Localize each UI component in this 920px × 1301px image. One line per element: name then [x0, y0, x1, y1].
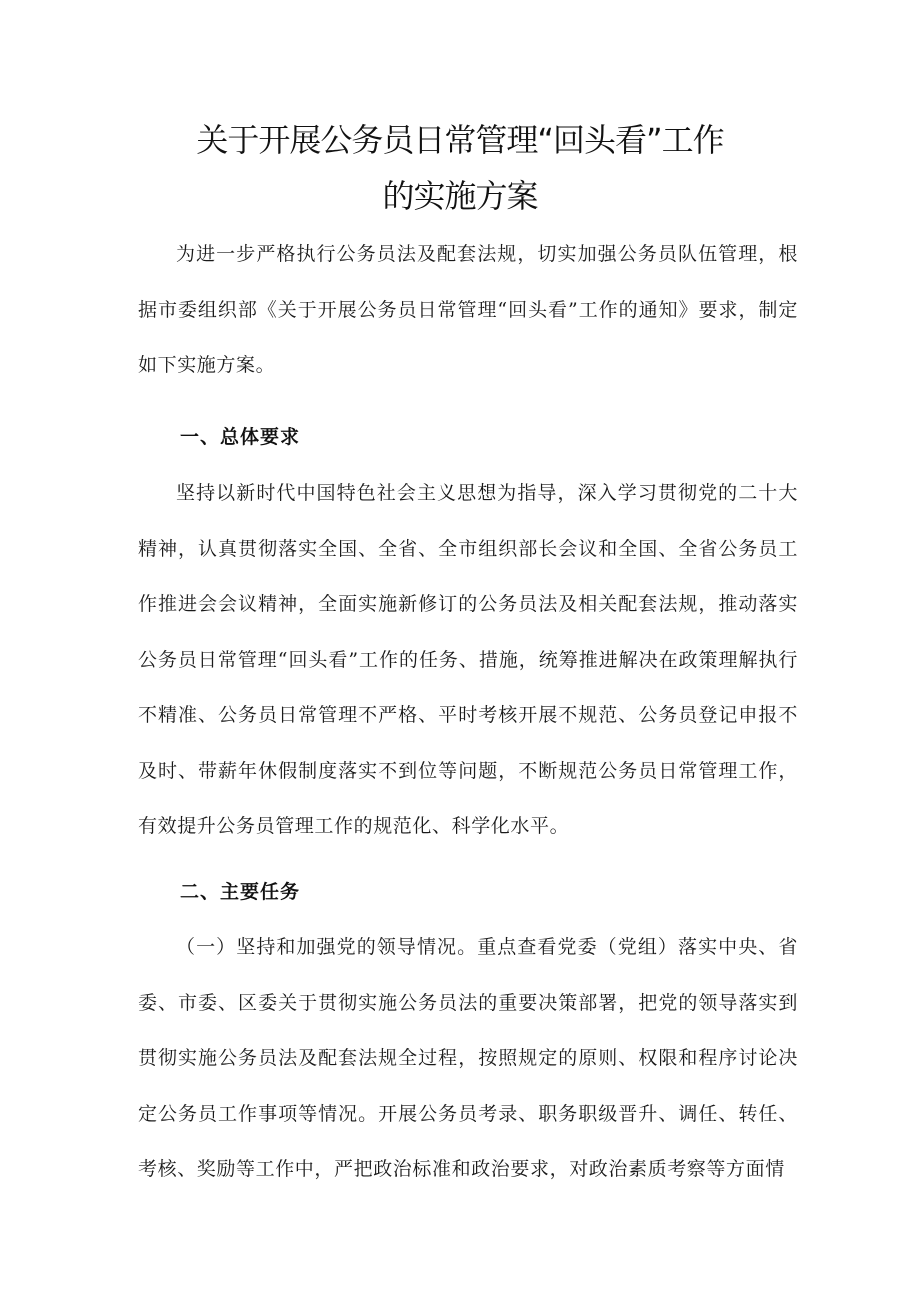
intro-paragraph: 为进一步严格执行公务员法及配套法规，切实加强公务员队伍管理，根据市委组织部《关于开展公务员日常管理“回头看”工作的通知》要求，制定如下实施方案。	[138, 243, 798, 376]
document-title-line-1: 关于开展公务员日常管理“回头看”工作	[196, 121, 724, 159]
section-heading-overall-requirements: 一、总体要求	[180, 426, 301, 448]
document-title-line-2: 的实施方案	[382, 177, 538, 215]
section-2-paragraph: （一）坚持和加强党的领导情况。重点查看党委（党组）落实中央、省委、市委、区委关于贯彻实施公务员法的重要决策部署，把党的领导落实到贯彻实施公务员法及配套法规全过程，按照规定的原则、权限和程序讨论决定公务员工作事项等情况。开展公务员考录、职务职级晋升、调任、转任、考核、奖励等工作中，严把政治标准和政治要求，对政治素质考察等方面情	[138, 936, 798, 1180]
section-1-paragraph: 坚持以新时代中国特色社会主义思想为指导，深入学习贯彻党的二十大精神，认真贯彻落实全国、全省、全市组织部长会议和全国、全省公务员工作推进会会议精神，全面实施新修订的公务员法及相关配套法规，推动落实公务员日常管理“回头看”工作的任务、措施，统筹推进解决在政策理解执行不精准、公务员日常管理不严格、平时考核开展不规范、公务员登记申报不及时、带薪年休假制度落实不到位等问题，不断规范公务员日常管理工作，有效提升公务员管理工作的规范化、科学化水平。	[138, 482, 798, 837]
section-heading-main-tasks: 二、主要任务	[180, 881, 301, 903]
